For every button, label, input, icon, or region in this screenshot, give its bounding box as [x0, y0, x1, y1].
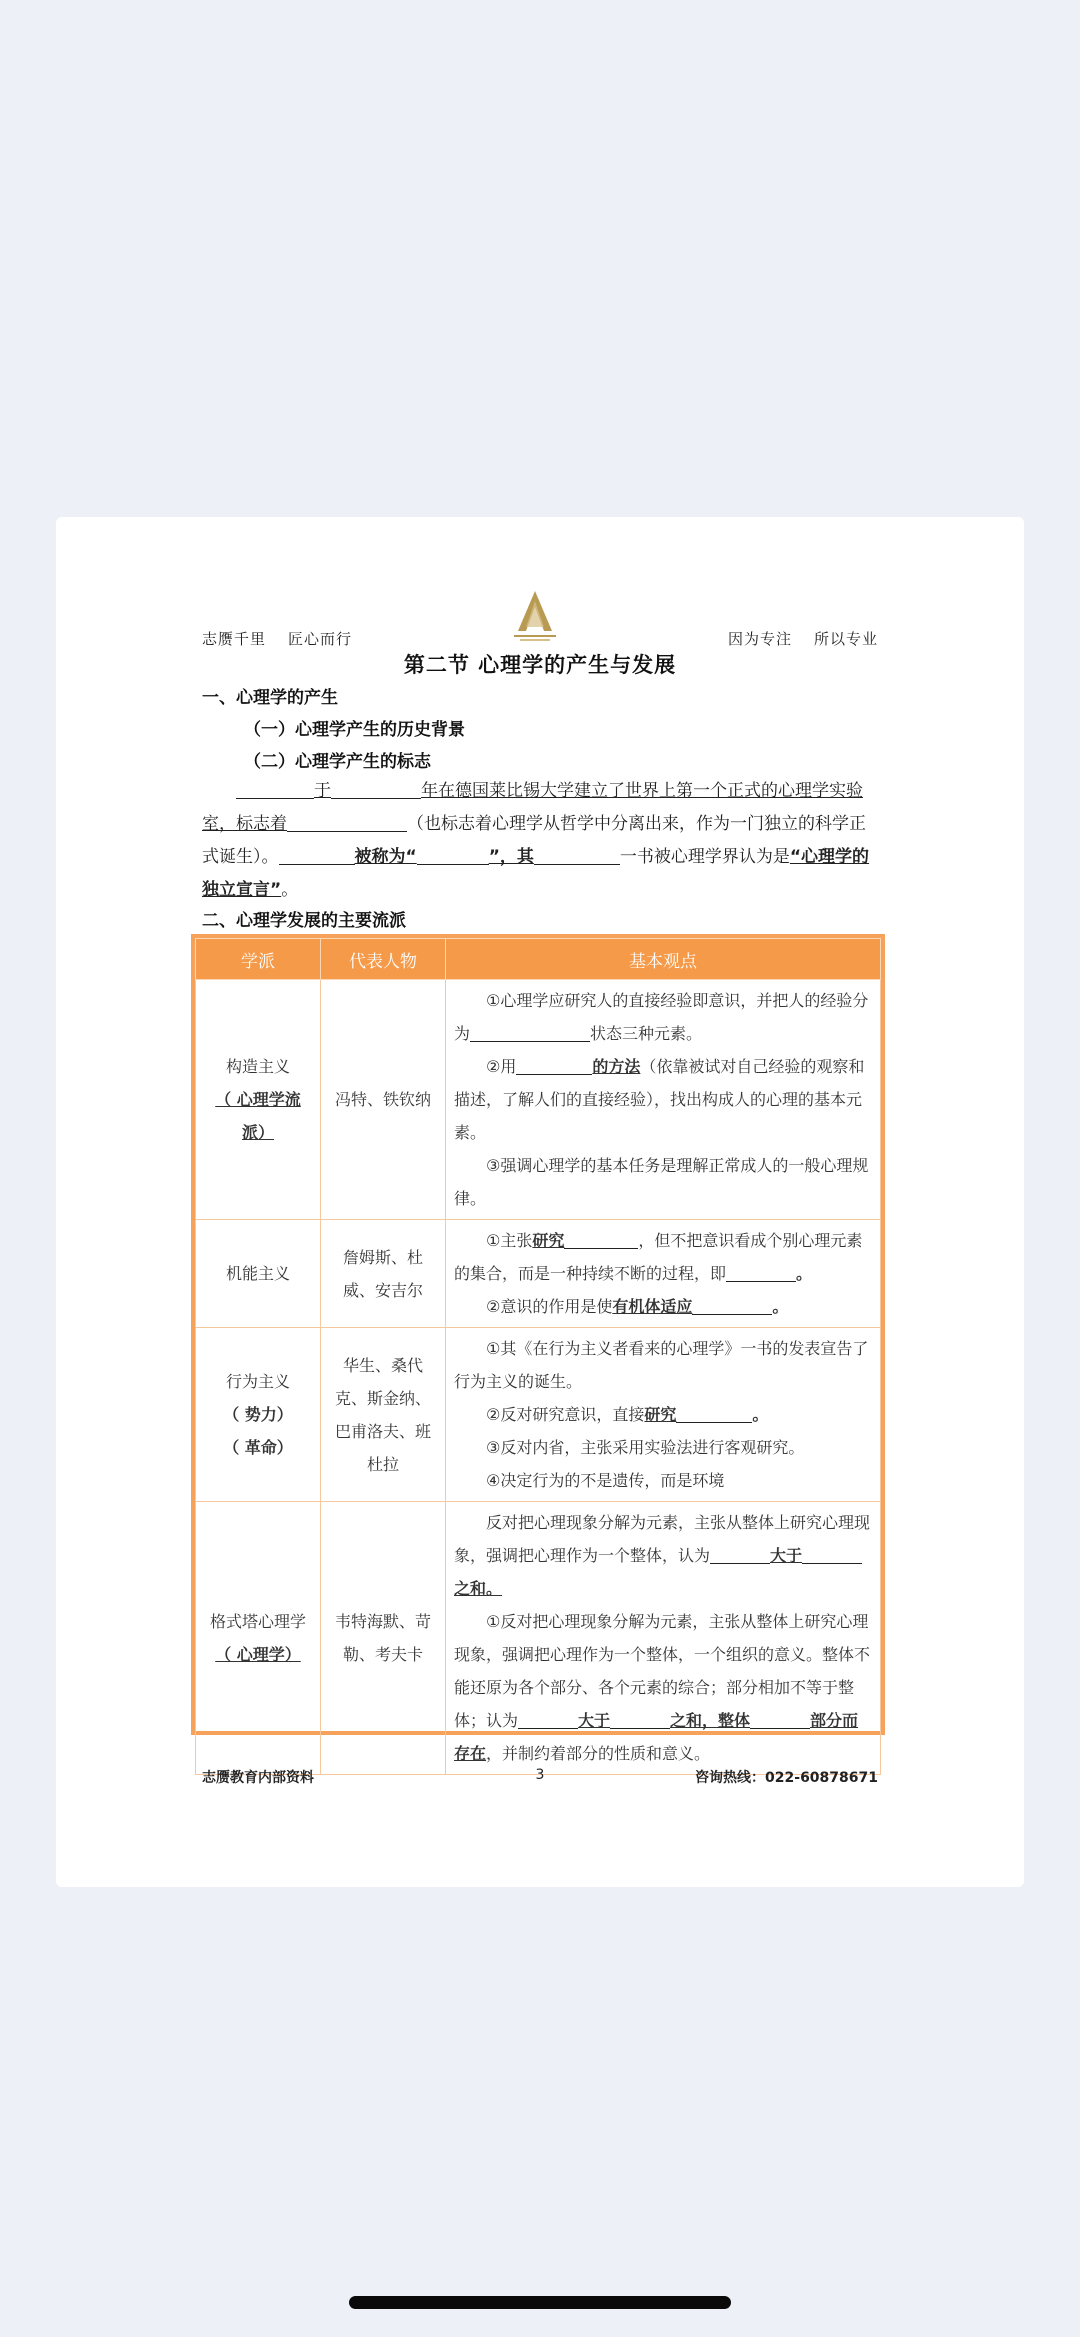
table-row: [196, 1220, 881, 1328]
blank: [802, 1547, 862, 1564]
blank: [279, 847, 355, 865]
school-cell: [196, 1328, 321, 1502]
paragraph-origin: [202, 775, 878, 907]
header-right: [706, 628, 878, 649]
point: ②意识的作用是使有机体适应 。: [486, 1297, 789, 1316]
point: ④决定行为的不是遗传，而是环境: [486, 1471, 725, 1490]
blank: [287, 814, 407, 832]
school-note: （ 革命）: [223, 1438, 293, 1457]
blank: [610, 1712, 670, 1729]
school-cell: 机能主义: [196, 1220, 321, 1328]
point: 反对把心理现象分解为元素，主张从整体上研究心理现象，强调把心理作为一个整体，认为 大于之和。: [454, 1513, 871, 1598]
blank: [676, 1406, 752, 1423]
page-number: 3: [535, 1767, 545, 1783]
school-note: （ 势力）: [223, 1405, 293, 1424]
subsection-heading-2: （二）心理学产生的标志: [244, 752, 431, 772]
para-text: 。: [281, 880, 299, 900]
people-cell: 詹姆斯、杜威、安吉尔: [321, 1220, 446, 1328]
header-slogan-4: 所以专业: [813, 630, 878, 648]
blank: [236, 781, 314, 799]
blank: [516, 1058, 592, 1075]
schools-table: [191, 934, 885, 1763]
school-note: （ 心理学流派）: [215, 1090, 301, 1142]
point: ①主张研究 ，但不把意识看成个别心理元素的集合，而是一种持续不断的过程，即 。: [454, 1231, 863, 1283]
point: ①其《在行为主义者看来的心理学》一书的发表宣告了行为主义的诞生。: [454, 1339, 869, 1391]
school-name: 行为主义: [225, 1372, 290, 1391]
blank: [417, 847, 489, 865]
subsection-heading-1: （一）心理学产生的历史背景: [244, 720, 465, 740]
point: ①心理学应研究人的直接经验即意识，并把人的经验分为 状态三种元素。: [454, 991, 869, 1043]
header-left: [202, 628, 374, 649]
para-text: 于: [314, 781, 331, 801]
brand-logo-icon: [506, 587, 564, 645]
footer-left: 志赝教育内部资料: [202, 1770, 314, 1786]
table-row: [196, 1328, 881, 1502]
page-title: 第二节 心理学的产生与发展: [403, 653, 677, 677]
blank: [331, 781, 421, 799]
point: ③强调心理学的基本任务是理解正常成人的一般心理规律。: [454, 1156, 869, 1208]
header-slogan-2: 匠心而行: [288, 630, 353, 648]
table-row: [196, 980, 881, 1220]
column-header: 代表人物: [321, 939, 446, 980]
point: ②用 的方法（依靠被试对自己经验的观察和描述，了解人们的直接经验），找出构成人的心理的基本元素。: [454, 1057, 865, 1142]
para-text: 一书被心理学界认为是: [619, 847, 790, 867]
school-name: 构造主义: [225, 1057, 290, 1076]
header-slogan-3: 因为专注: [727, 630, 792, 648]
table-row: [196, 1502, 881, 1775]
column-header: 学派: [196, 939, 321, 980]
point: ③反对内省，主张采用实验法进行客观研究。: [486, 1438, 805, 1457]
para-text: 被称为“: [354, 847, 417, 867]
view-cell: [446, 1502, 881, 1775]
people-cell: 华生、桑代克、斯金纳、巴甫洛夫、班杜拉: [321, 1328, 446, 1502]
document-page: [56, 517, 1024, 1887]
school-name: 格式塔心理学: [209, 1612, 306, 1631]
section-heading-1: 一、心理学的产生: [202, 688, 338, 708]
footer-hotline: 咨询热线：022-60878671: [695, 1770, 878, 1786]
school-cell: [196, 980, 321, 1220]
view-cell: [446, 1328, 881, 1502]
para-text: 年在德国莱比锡大学建立了世界上第一个正式的心理学实验室，标志着: [202, 781, 863, 834]
home-indicator[interactable]: [349, 2296, 731, 2309]
view-cell: [446, 1220, 881, 1328]
people-cell: 韦特海默、苛勒、考夫卡: [321, 1502, 446, 1775]
view-cell: [446, 980, 881, 1220]
blank: [692, 1298, 772, 1315]
blank: [726, 1265, 796, 1282]
blank: [564, 1232, 638, 1249]
point: ①反对把心理现象分解为元素，主张从整体上研究心理现象，强调把心理作为一个整体，一个组织的意义。整体不能还原为各个部分、各个元素的综合；部分相加不等于整体；认为 大于 之和，整体 部分而存在，并制约着部分的性质和意义。: [454, 1612, 871, 1763]
para-text: “心理学的独立宣言”: [202, 847, 870, 900]
header-slogan-1: 志赝千里: [202, 630, 267, 648]
point: ②反对研究意识，直接研究 。: [486, 1405, 769, 1424]
para-text: （也标志着心理学从哲学中分离出来，作为一门独立的科学正式诞生）。: [202, 814, 866, 867]
column-header: 基本观点: [446, 939, 881, 980]
people-cell: 冯特、铁钦纳: [321, 980, 446, 1220]
school-cell: [196, 1502, 321, 1775]
blank: [710, 1547, 770, 1564]
blank: [518, 1712, 578, 1729]
blank: [750, 1712, 810, 1729]
blank: [534, 847, 620, 865]
table-header-row: [196, 939, 881, 980]
para-text: ”，其: [488, 847, 534, 867]
blank: [470, 1025, 590, 1042]
section-heading-2: 二、心理学发展的主要流派: [202, 911, 406, 931]
school-note: （ 心理学）: [215, 1645, 301, 1664]
